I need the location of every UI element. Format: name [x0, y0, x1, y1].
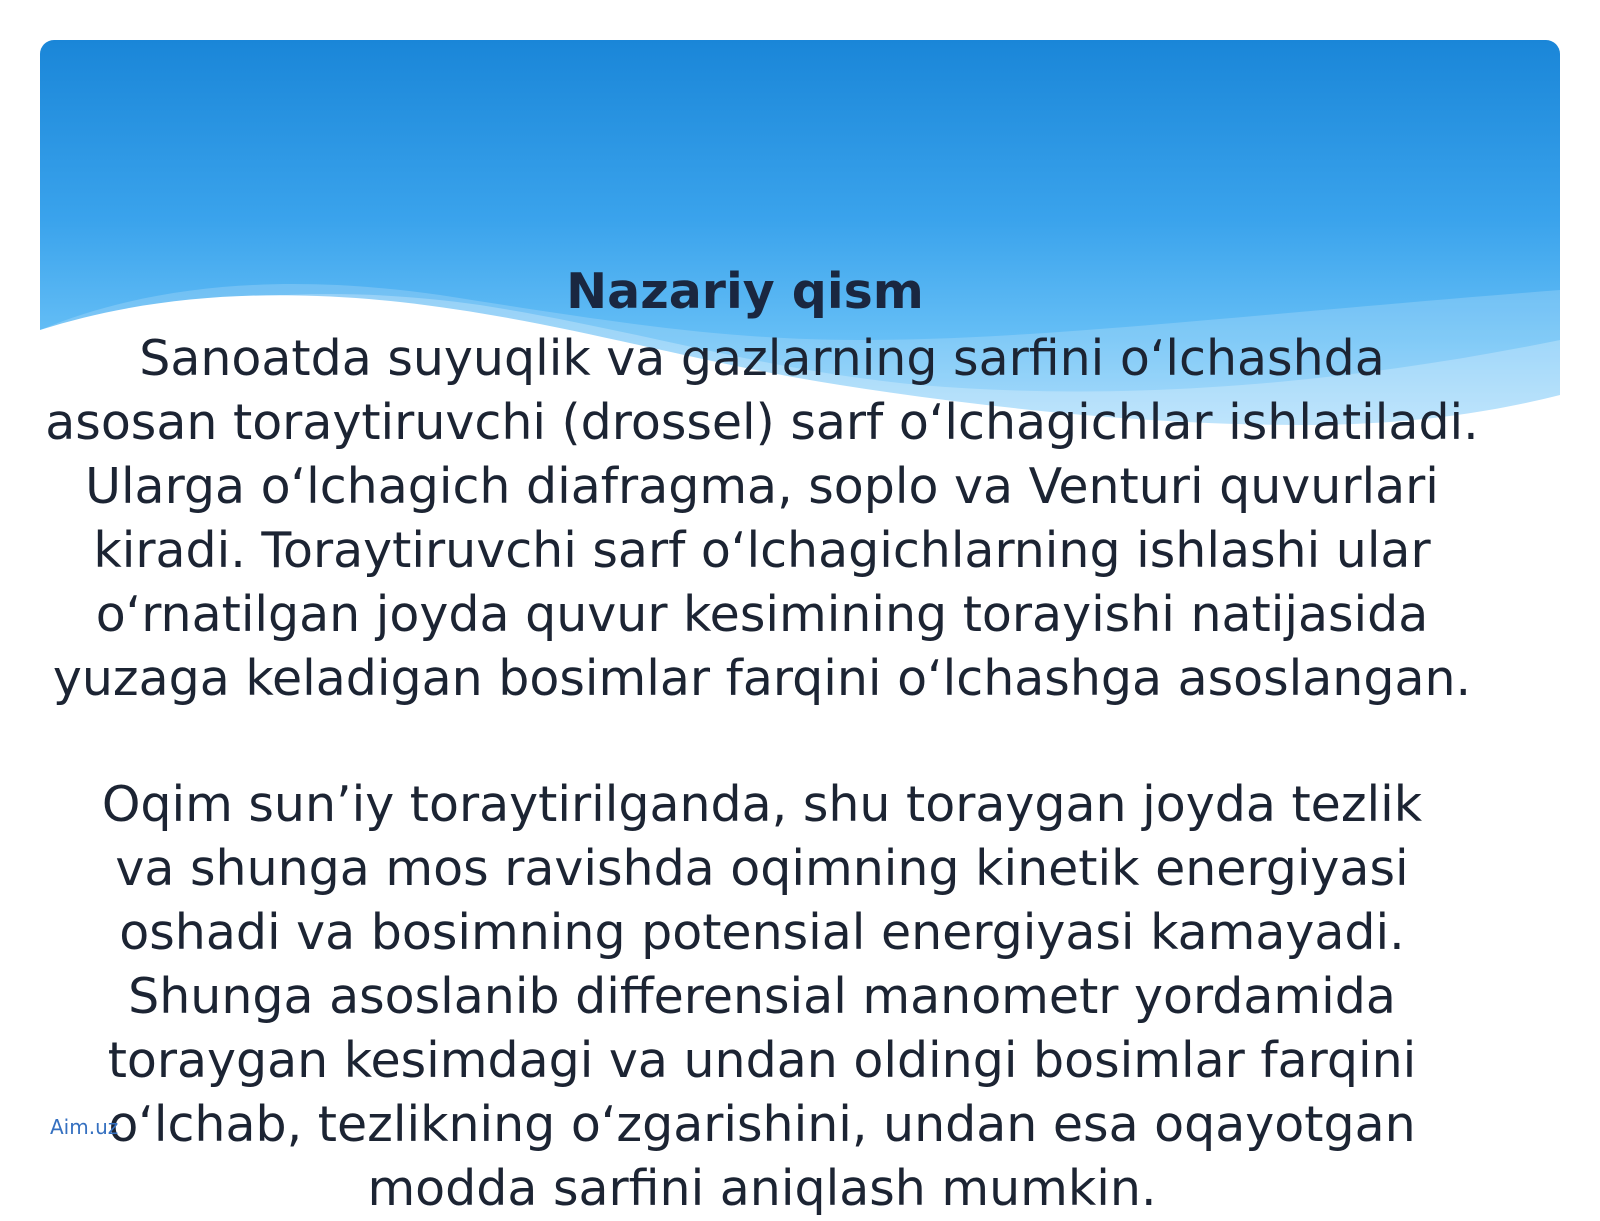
slide-title: Nazariy qism [566, 263, 924, 320]
paragraph-1-line: Ularga oʻlchagich diafragma, soplo va Venturi quvurlari [85, 458, 1439, 515]
paragraph-2-line: Shunga asoslanib differensial manometr yordamida [128, 968, 1396, 1025]
paragraph-1-line: kiradi. Toraytiruvchi sarf oʻlchagichlarning ishlashi ular [93, 522, 1431, 579]
paragraph-2-line: va shunga mos ravishda oqimning kinetik energiyasi [115, 840, 1409, 897]
paragraph-2-line: oʻlchab, tezlikning oʻzgarishini, undan esa oqayotgan [108, 1096, 1416, 1153]
paragraph-1-line: asosan toraytiruvchi (drossel) sarf oʻlchagichlar ishlatiladi. [45, 394, 1479, 451]
paragraph-1-line: oʻrnatilgan joyda quvur kesimining torayishi natijasida [95, 586, 1429, 643]
paragraph-1 [36, 327, 1488, 711]
paragraph-2-line: toraygan kesimdagi va undan oldingi bosimlar farqini [107, 1032, 1417, 1089]
paragraph-1-line: yuzaga keladigan bosimlar farqini oʻlchashga asoslangan. [52, 650, 1472, 707]
paragraph-2-line: modda sarfini aniqlash mumkin. [367, 1160, 1157, 1217]
paragraph-1-line: Sanoatda suyuqlik va gazlarning sarfini oʻlchashda [139, 330, 1385, 387]
paragraph-2-line: Oqim sunʼiy toraytirilganda, shu toraygan joyda tezlik [101, 776, 1423, 833]
watermark-text: Aim.uz [50, 1115, 119, 1139]
paragraph-2 [36, 773, 1488, 1221]
paragraph-2-line: oshadi va bosimning potensial energiyasi kamayadi. [119, 904, 1405, 961]
